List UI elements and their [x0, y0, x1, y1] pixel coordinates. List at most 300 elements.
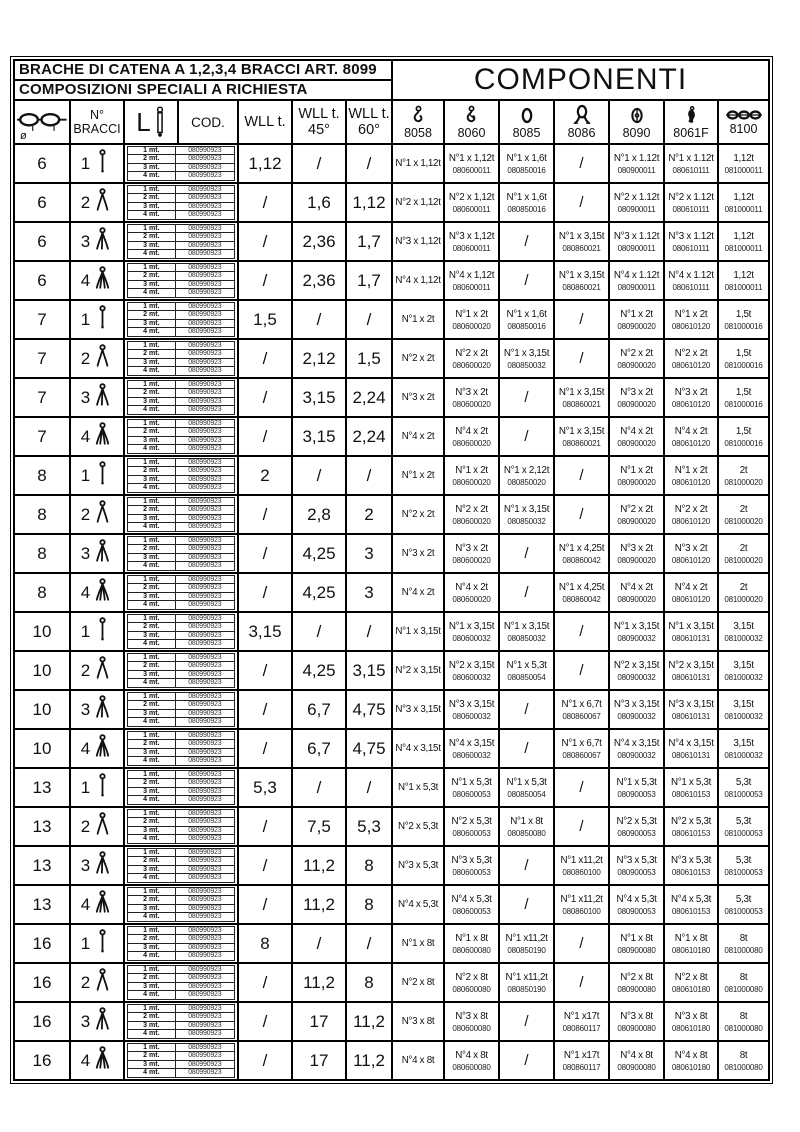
length-code: 080990923 — [176, 203, 234, 211]
component-code: 081000032 — [724, 672, 763, 682]
length-cod-cell — [124, 924, 238, 963]
length-code: 080990923 — [176, 701, 234, 709]
wll60-cell: 11,2 — [346, 1041, 392, 1080]
component-value: N°1 x 3,15t — [558, 269, 605, 281]
length-code: 080990923 — [176, 164, 234, 172]
length-code: 080990923 — [176, 537, 234, 545]
bracci-cell — [70, 1041, 124, 1080]
component-value: N°4 x 8t — [455, 1049, 488, 1061]
component-code: 080610131 — [671, 672, 711, 682]
length-options-table — [127, 380, 235, 415]
component-cell-8090 — [609, 456, 664, 495]
component-cell-8061F — [664, 729, 718, 768]
component-code: 080860067 — [562, 750, 601, 760]
component-cell-8100 — [718, 807, 769, 846]
wll60-cell: 8 — [346, 846, 392, 885]
bracci-cell — [70, 573, 124, 612]
table-row — [14, 768, 769, 807]
length-cod-cell — [124, 417, 238, 456]
bracci-count: 3 — [80, 855, 91, 875]
component-code: 081000016 — [724, 360, 763, 370]
component-value: N°4 x 1,12t — [448, 269, 495, 281]
component-code: 080610120 — [671, 516, 711, 526]
component-code: 080900020 — [617, 555, 656, 565]
component-cell-8060 — [444, 885, 499, 924]
component-code: 080900053 — [617, 867, 656, 877]
sling-2-leg-icon — [92, 343, 113, 369]
component-value: N°1 x 2t — [455, 464, 488, 476]
component-value: 1,12t — [733, 191, 754, 203]
length-label: 3 mt. — [128, 593, 176, 601]
component-value: N°4 x 2t — [674, 425, 708, 437]
component-cell-8100 — [718, 495, 769, 534]
length-code: 080990923 — [176, 320, 234, 328]
length-label: 4 mt. — [128, 523, 176, 531]
diameter-cell: 8 — [14, 534, 70, 573]
component-cell-8060 — [444, 222, 499, 261]
component-code: 081000032 — [724, 711, 763, 721]
component-code: 080610111 — [672, 165, 710, 175]
length-code: 080990923 — [176, 1044, 234, 1052]
length-label: 1 mt. — [128, 420, 176, 428]
component-value: N°2 x 8t — [455, 971, 488, 983]
length-label: 1 mt. — [128, 771, 176, 779]
wll60-cell: 2,24 — [346, 378, 392, 417]
component-cell-8085 — [499, 807, 554, 846]
component-code: 080900032 — [617, 672, 656, 682]
component-cell-8090 — [609, 339, 664, 378]
component-value: N°2 x 2t — [674, 347, 708, 359]
component-value: N°1 x 8t — [455, 932, 488, 944]
bracci-cell — [70, 261, 124, 300]
wll60-cell: / — [346, 924, 392, 963]
length-code: 080990923 — [176, 966, 234, 974]
component-empty: / — [579, 818, 584, 835]
length-code: 080990923 — [188, 1069, 222, 1077]
component-cell-8100 — [718, 651, 769, 690]
component-empty: / — [579, 623, 584, 640]
wll45-cell: 2,12 — [292, 339, 346, 378]
component-cell-8085 — [499, 495, 554, 534]
wll45-cell: 1,6 — [292, 183, 346, 222]
component-cell-8058 — [392, 183, 444, 222]
component-cell-8086 — [554, 1041, 609, 1080]
length-label: 2 mt. — [128, 740, 176, 748]
component-cell-8058 — [392, 612, 444, 651]
diameter-cell: 6 — [14, 144, 70, 183]
length-label: 1 mt. — [128, 927, 176, 935]
length-code: 080990923 — [176, 623, 234, 631]
component-code: 080860021 — [562, 243, 601, 253]
component-value: 8t — [739, 1010, 748, 1022]
component-column-8090: 8090 — [609, 100, 664, 144]
component-cell-8090 — [609, 807, 664, 846]
component-cell-8085 — [499, 690, 554, 729]
component-cell-8061F — [664, 885, 718, 924]
component-value: 3,15t — [733, 698, 754, 710]
componenti-header: COMPONENTI — [392, 60, 769, 100]
length-code: 080990923 — [176, 632, 234, 640]
component-code: 080860100 — [562, 867, 601, 877]
length-code: 080990923 — [188, 718, 222, 726]
component-value: N°1 x11,2t — [505, 971, 548, 983]
component-value: N°2 x 8t — [401, 976, 435, 988]
length-label: 2 mt. — [128, 623, 176, 631]
component-empty: / — [579, 350, 584, 367]
component-code: 080600053 — [452, 828, 491, 838]
component-code: 081000053 — [724, 906, 763, 916]
component-cell-8058 — [392, 300, 444, 339]
component-code: 081000011 — [724, 204, 763, 214]
length-code: 080990923 — [176, 905, 234, 913]
wll60-cell: 1,7 — [346, 222, 392, 261]
component-cell-8100 — [718, 612, 769, 651]
component-code: 080600020 — [452, 516, 491, 526]
length-code: 080990923 — [176, 428, 234, 436]
component-code: 081000011 — [724, 243, 763, 253]
component-value: N°3 x 3,15t — [668, 698, 714, 710]
length-cod-cell — [124, 768, 238, 807]
component-cell-8061F — [664, 963, 718, 1002]
component-code: 080610180 — [671, 945, 711, 955]
sling-1-leg-icon — [92, 772, 113, 798]
bracci-cell — [70, 378, 124, 417]
component-code: 080600032 — [452, 633, 491, 643]
length-options-table — [127, 926, 235, 961]
length-label: 1 mt. — [128, 888, 176, 896]
length-label: 2 mt. — [128, 233, 176, 241]
wll45-cell: 4,25 — [292, 651, 346, 690]
component-value: N°1 x 2,12t — [503, 464, 550, 476]
bracci-count: 4 — [80, 270, 91, 290]
component-code: 080600011 — [452, 282, 491, 292]
table-row — [14, 1002, 769, 1041]
component-cell-8100 — [718, 339, 769, 378]
length-label: 2 mt. — [128, 155, 176, 163]
component-code: 080610180 — [671, 1062, 711, 1072]
component-code: 080900032 — [617, 711, 656, 721]
length-code: 080990923 — [176, 281, 234, 289]
wll-cell: 8 — [238, 924, 292, 963]
bracci-cell — [70, 300, 124, 339]
component-code: 080900032 — [617, 633, 656, 643]
component-value: N°3 x 5,3t — [670, 854, 712, 866]
component-value: N°2 x 1.12t — [613, 191, 660, 203]
component-code: 081000053 — [724, 867, 763, 877]
component-cell-8061F — [664, 261, 718, 300]
component-cell-8061F — [664, 534, 718, 573]
component-cell-8100 — [718, 378, 769, 417]
component-cell-8085 — [499, 534, 554, 573]
length-code: 080990923 — [176, 398, 234, 406]
wll-cell: / — [238, 1002, 292, 1041]
component-value: N°2 x 3,15t — [613, 659, 660, 671]
component-value: N°4 x 3,15t — [668, 737, 714, 749]
component-value: N°3 x 5,3t — [451, 854, 492, 866]
component-value: N°1 x 8t — [401, 937, 435, 949]
wll45-cell: 4,25 — [292, 573, 346, 612]
component-value: N°1 x 2t — [455, 308, 488, 320]
bracci-count: 2 — [80, 816, 91, 836]
component-value: N°2 x 8t — [620, 971, 653, 983]
length-options-table — [127, 731, 235, 766]
component-cell-8086 — [554, 885, 609, 924]
wll-cell: / — [238, 963, 292, 1002]
diameter-cell: 13 — [14, 807, 70, 846]
component-code: 080860021 — [562, 399, 601, 409]
component-value: 2t — [739, 464, 748, 476]
length-code: 080990923 — [176, 155, 234, 163]
table-row — [14, 1041, 769, 1080]
component-cell-8085 — [499, 963, 554, 1002]
length-label: 1 mt. — [128, 342, 176, 350]
bracci-cell — [70, 183, 124, 222]
wll45-cell: / — [292, 456, 346, 495]
table-row — [14, 417, 769, 456]
component-value: N°1 x 8t — [620, 932, 653, 944]
component-value: N°4 x 8t — [674, 1049, 708, 1061]
component-value: N°2 x 3,15t — [668, 659, 714, 671]
component-cell-8086 — [554, 339, 609, 378]
length-code: 080990923 — [176, 693, 234, 701]
component-value: N°3 x 3,15t — [395, 703, 441, 715]
component-code: 080610120 — [671, 594, 711, 604]
component-value: N°2 x 5,3t — [670, 815, 712, 827]
component-cell-8085 — [499, 183, 554, 222]
component-value: N°2 x 2t — [455, 503, 488, 515]
component-value: N°1 x 3,15t — [448, 620, 495, 632]
length-cod-cell — [124, 807, 238, 846]
length-code: 080990923 — [176, 740, 234, 748]
component-value: N°1 x 5,3t — [451, 776, 492, 788]
length-code: 080990923 — [176, 242, 234, 250]
wll45-cell: 3,15 — [292, 417, 346, 456]
component-code: 080860021 — [562, 438, 601, 448]
wll60-cell: 8 — [346, 963, 392, 1002]
sling-3-leg-icon — [92, 538, 113, 564]
diameter-cell: 7 — [14, 300, 70, 339]
component-code: 080850020 — [507, 477, 546, 487]
length-label: 3 mt. — [128, 554, 176, 562]
title-line-1: BRACHE DI CATENA A 1,2,3,4 BRACCI ART. 8099 — [15, 61, 391, 81]
wll45-cell: 2,8 — [292, 495, 346, 534]
component-value: N°1 x 3,15t — [558, 425, 605, 437]
length-cod-cell — [124, 573, 238, 612]
component-code: 080850054 — [507, 789, 546, 799]
component-code: 080850080 — [507, 828, 546, 838]
length-options-table — [127, 575, 235, 610]
component-value: N°3 x 1,12t — [448, 230, 495, 242]
component-value: N°1 x 5,3t — [506, 659, 547, 671]
bracci-count: 2 — [80, 348, 91, 368]
sling-4-leg-icon — [92, 733, 113, 759]
component-cell-8061F — [664, 768, 718, 807]
wll60-cell: 5,3 — [346, 807, 392, 846]
length-label: 2 mt. — [128, 701, 176, 709]
bracci-count: 1 — [80, 621, 91, 641]
component-value: N°4 x 2t — [455, 581, 488, 593]
component-cell-8090 — [609, 651, 664, 690]
component-value: N°1 x 1.12t — [668, 152, 714, 164]
component-value: N°4 x 2t — [620, 581, 653, 593]
component-cell-8061F — [664, 807, 718, 846]
length-code: 080990923 — [188, 640, 222, 648]
component-value: N°3 x 8t — [674, 1010, 708, 1022]
component-cell-8060 — [444, 261, 499, 300]
wll45-cell: 11,2 — [292, 846, 346, 885]
single-sling-icon — [154, 106, 166, 139]
length-label: 3 mt. — [128, 203, 176, 211]
component-value: N°1 x 5,3t — [670, 776, 712, 788]
component-empty: / — [524, 272, 529, 289]
length-label: 3 mt. — [128, 749, 176, 757]
component-column-8085: 8085 — [499, 100, 554, 144]
component-code: 080610180 — [671, 1023, 711, 1033]
length-label: 1 mt. — [128, 1005, 176, 1013]
component-column-8100: 8100 — [718, 100, 769, 144]
component-cell-8058 — [392, 963, 444, 1002]
component-value: N°1 x 3,15t — [395, 625, 441, 637]
length-code: 080990923 — [176, 788, 234, 796]
length-options-table — [127, 224, 235, 259]
component-value: N°4 x 3,15t — [395, 742, 441, 754]
diameter-cell: 8 — [14, 495, 70, 534]
length-code: 080990923 — [176, 927, 234, 935]
wll45-cell: 2,36 — [292, 222, 346, 261]
component-code: 080600032 — [452, 711, 491, 721]
component-value: 1,12t — [733, 269, 754, 281]
length-label: 4 mt. — [128, 1069, 176, 1077]
component-code: 081000016 — [724, 438, 763, 448]
wll-cell: / — [238, 729, 292, 768]
bracci-count: 4 — [80, 426, 91, 446]
component-value: N°2 x 8t — [674, 971, 708, 983]
component-value: 1,12t — [733, 230, 754, 242]
component-code: 080600032 — [452, 750, 491, 760]
component-cell-8085 — [499, 768, 554, 807]
diameter-cell: 13 — [14, 768, 70, 807]
component-code: 081000011 — [724, 282, 763, 292]
length-code: 080990923 — [176, 827, 234, 835]
component-code: 081000020 — [724, 477, 763, 487]
component-cell-8060 — [444, 378, 499, 417]
component-cell-8090 — [609, 300, 664, 339]
length-code: 080990923 — [176, 194, 234, 202]
diameter-symbol: ø — [20, 130, 27, 142]
length-code: 080990923 — [188, 211, 222, 219]
component-cell-8060 — [444, 768, 499, 807]
length-code: 080990923 — [176, 857, 234, 865]
component-value: N°1 x 2t — [674, 308, 708, 320]
component-cell-8100 — [718, 300, 769, 339]
component-code: 080610111 — [672, 282, 710, 292]
length-label: 1 mt. — [128, 264, 176, 272]
length-cod-cell — [124, 378, 238, 417]
component-value: N°1 x 2t — [620, 464, 653, 476]
component-cell-8058 — [392, 1002, 444, 1041]
component-value: N°2 x 1,12t — [448, 191, 495, 203]
length-code: 080990923 — [176, 498, 234, 506]
wll45-cell: 7,5 — [292, 807, 346, 846]
component-cell-8085 — [499, 573, 554, 612]
component-cell-8061F — [664, 339, 718, 378]
component-code: 081000080 — [724, 984, 763, 994]
length-code: 080990923 — [176, 1022, 234, 1030]
bracci-count: 4 — [80, 582, 91, 602]
sling-3-leg-icon — [92, 694, 113, 720]
wll-cell: / — [238, 183, 292, 222]
length-label: 3 mt. — [128, 710, 176, 718]
wll45-cell: / — [292, 924, 346, 963]
length-code: 080990923 — [188, 367, 222, 375]
length-code: 080990923 — [176, 515, 234, 523]
component-code: 081000080 — [724, 1062, 763, 1072]
component-value: 1,12t — [733, 152, 754, 164]
component-empty: / — [579, 155, 584, 172]
chain-sling-table — [13, 59, 770, 1081]
length-label: 1 mt. — [128, 810, 176, 818]
length-label: 4 mt. — [128, 367, 176, 375]
component-code: 080860117 — [562, 1023, 601, 1033]
component-value: N°1 x 4,25t — [558, 581, 605, 593]
component-code: 080600080 — [452, 945, 491, 955]
length-label: 2 mt. — [128, 584, 176, 592]
component-empty: / — [524, 428, 529, 445]
component-value: N°1 x 3,15t — [558, 230, 605, 242]
component-code: 081000032 — [724, 750, 763, 760]
component-code: 080610131 — [671, 633, 711, 643]
diameter-cell: 7 — [14, 378, 70, 417]
component-cell-8090 — [609, 1002, 664, 1041]
component-empty: / — [579, 935, 584, 952]
component-cell-8086 — [554, 495, 609, 534]
length-label: 4 mt. — [128, 406, 176, 414]
component-value: N°1 x11,2t — [560, 854, 603, 866]
component-cell-8058 — [392, 651, 444, 690]
component-cell-8058 — [392, 144, 444, 183]
length-cod-cell — [124, 144, 238, 183]
component-value: N°1 x11,2t — [560, 893, 603, 905]
bracci-cell — [70, 690, 124, 729]
title-line-2: COMPOSIZIONI SPECIALI A RICHIESTA — [19, 81, 308, 98]
length-options-table — [127, 536, 235, 571]
length-label: 4 mt. — [128, 835, 176, 843]
cod-column-header: COD. — [178, 100, 238, 144]
length-label: 4 mt. — [128, 679, 176, 687]
component-value: N°1 x 3,15t — [558, 386, 605, 398]
component-empty: / — [524, 389, 529, 406]
length-code: 080990923 — [176, 381, 234, 389]
component-cell-8086 — [554, 963, 609, 1002]
bracci-count: 4 — [80, 1050, 91, 1070]
component-cell-8061F — [664, 456, 718, 495]
component-code: 080900053 — [617, 906, 656, 916]
wll-cell: 1,5 — [238, 300, 292, 339]
length-label: 4 mt. — [128, 991, 176, 999]
component-cell-8090 — [609, 846, 664, 885]
component-value: N°2 x 2t — [401, 508, 435, 520]
component-value: N°1 x17t — [563, 1049, 600, 1061]
length-cod-cell — [124, 456, 238, 495]
length-label: 1 mt. — [128, 966, 176, 974]
sling-2-leg-icon — [92, 187, 113, 213]
wll-cell: / — [238, 534, 292, 573]
component-code: 080900020 — [617, 321, 656, 331]
component-cell-8090 — [609, 534, 664, 573]
component-code: 080860117 — [562, 1062, 601, 1072]
length-cod-cell — [124, 339, 238, 378]
component-value: N°1 x 2t — [401, 469, 435, 481]
